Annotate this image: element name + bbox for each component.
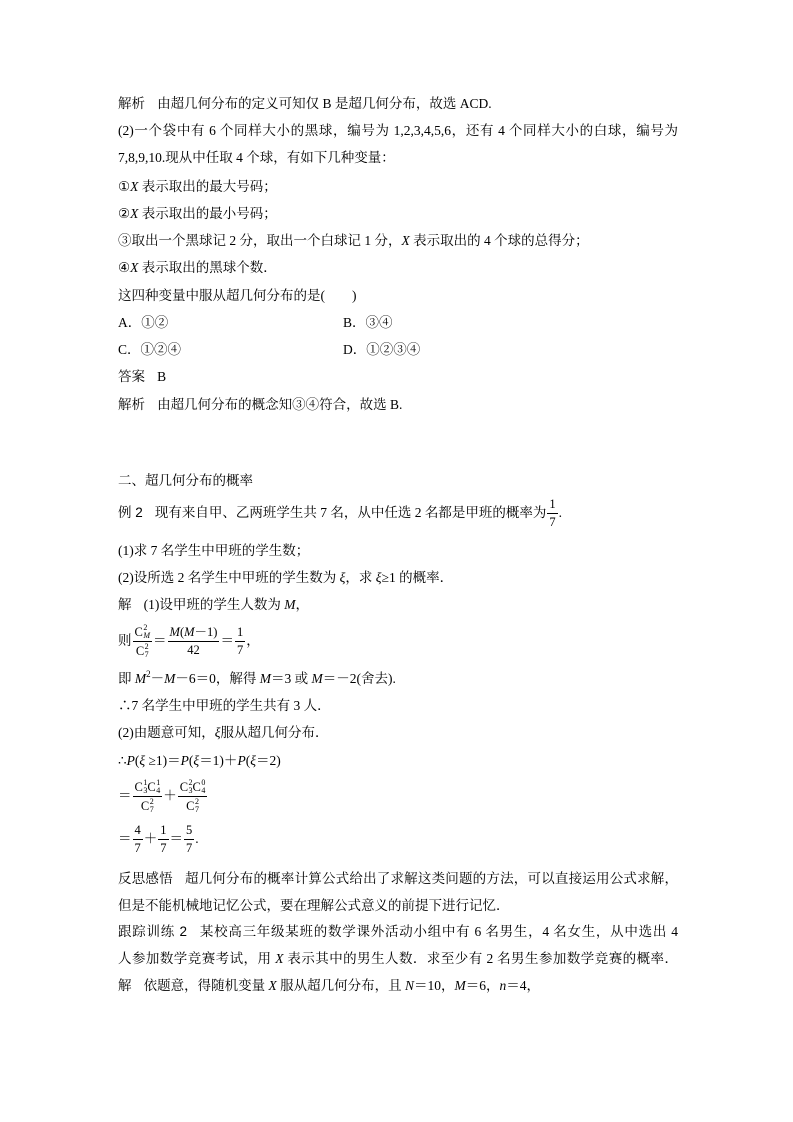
text-segment: ， bbox=[246, 633, 260, 648]
variable-xi: ξ bbox=[250, 753, 256, 768]
fraction-numerator: 1 bbox=[547, 497, 557, 514]
fraction-numerator: 5 bbox=[184, 823, 194, 840]
plus-sign: ＋ bbox=[143, 831, 158, 846]
question-prompt: 这四种变量中服从超几何分布的是( ) bbox=[118, 288, 357, 303]
variable-item-4 bbox=[118, 258, 678, 278]
combination-sub: M bbox=[143, 631, 151, 641]
text-segment: ( bbox=[179, 625, 185, 640]
combination-ratio-fraction bbox=[133, 624, 153, 659]
sentence-end: . bbox=[195, 831, 199, 846]
fraction-denominator: 7 bbox=[236, 643, 244, 658]
text-segment: ＝1)＋ bbox=[199, 753, 238, 768]
item-text: 表示取出的黑球个数． bbox=[138, 260, 277, 275]
text-segment: 服从超几何分布，且 bbox=[276, 978, 406, 993]
combination bbox=[141, 798, 154, 814]
options-row-1 bbox=[118, 313, 678, 333]
option-b bbox=[343, 313, 568, 333]
variable-m: M bbox=[259, 671, 271, 686]
text-segment: ≥1)＝ bbox=[145, 753, 181, 768]
text-segment: ＝3 或 bbox=[271, 671, 312, 686]
solution-step-1 bbox=[118, 595, 678, 615]
combination-indices bbox=[143, 624, 150, 640]
variable-item-3 bbox=[118, 231, 678, 251]
exponent: 2 bbox=[146, 669, 151, 679]
variable-p: P bbox=[237, 753, 246, 768]
text-segment: ( bbox=[134, 753, 140, 768]
combination-sup: 2 bbox=[149, 797, 154, 807]
reflection-text: 超几何分布的概率计算公式给出了求解这类问题的方法，可以直接运用公式求解， bbox=[184, 871, 679, 886]
question-stem-line-1: (2)一个袋中有 6 个同样大小的黑球，编号为 1,2,3,4,5,6，还有 4 个同样大小的白球，编号为 bbox=[118, 123, 678, 138]
combination-indices bbox=[150, 798, 154, 814]
fraction-denominator bbox=[139, 797, 156, 814]
reflection-line-2: 但是不能机械地记忆公式，要在理解公式意义的前提下进行记忆． bbox=[118, 898, 510, 913]
text-segment: ＝2) bbox=[255, 753, 281, 768]
text-segment: ＝10， bbox=[414, 978, 455, 993]
variable-xi: ξ bbox=[193, 753, 200, 768]
option-text: ①②③④ bbox=[366, 342, 421, 357]
variable-symbol: X bbox=[130, 179, 139, 194]
equals-sign: ＝ bbox=[169, 831, 183, 846]
fraction-denominator: 7 bbox=[160, 841, 167, 856]
example-text: 现有来自甲、乙两班学生共 7 名，从中任选 2 名都是甲班的概率为 bbox=[154, 505, 547, 520]
fraction-numerator: 4 bbox=[133, 823, 143, 840]
training-line-1 bbox=[118, 922, 678, 942]
solution-probability-sum bbox=[118, 751, 678, 771]
combination-symbol: C bbox=[186, 798, 195, 813]
fraction-denominator: 7 bbox=[134, 841, 141, 856]
text-segment: 服从超几何分布． bbox=[220, 725, 329, 740]
text-segment: ＝－2(舍去). bbox=[322, 671, 396, 686]
option-letter: D． bbox=[343, 342, 367, 357]
solution-step-2 bbox=[118, 723, 678, 743]
one-seventh-fraction bbox=[235, 625, 245, 658]
combination-sub: 7 bbox=[149, 805, 154, 815]
text-segment: (2)设所选 2 名学生中甲班的学生数为 bbox=[118, 570, 340, 585]
one-seventh-fraction bbox=[158, 823, 168, 856]
combination-sup: 0 bbox=[201, 778, 206, 788]
analysis-text: 由超几何分布的定义可知仅 B 是超几何分布，故选 ACD. bbox=[157, 96, 492, 111]
text-segment: (2)由题意可知， bbox=[118, 725, 215, 740]
section-heading: 二、超几何分布的概率 bbox=[118, 473, 253, 488]
fraction-numerator bbox=[178, 779, 208, 797]
option-letter: A． bbox=[118, 315, 142, 330]
five-sevenths-fraction bbox=[184, 823, 194, 856]
fraction-numerator: 1 bbox=[158, 823, 168, 840]
variable-symbol: X bbox=[130, 206, 139, 221]
text-segment: ＝6， bbox=[465, 978, 500, 993]
fraction-denominator bbox=[134, 642, 151, 659]
combination-sup: 2 bbox=[194, 797, 199, 807]
combination-sup: 2 bbox=[143, 623, 148, 633]
fraction-numerator bbox=[133, 779, 163, 797]
combination-symbol: C bbox=[135, 643, 145, 658]
solution-label: 解 bbox=[118, 597, 132, 612]
combination-symbol: C bbox=[147, 779, 156, 794]
text-segment: 人参加数学竞赛考试，用 bbox=[118, 951, 276, 966]
option-letter: C． bbox=[118, 342, 141, 357]
probability-fraction bbox=[547, 497, 557, 530]
variable-n-lower: n bbox=[499, 978, 507, 993]
fraction-numerator bbox=[168, 625, 220, 642]
solution-equation-1 bbox=[118, 624, 678, 658]
combination-fraction-1 bbox=[133, 779, 163, 814]
combination-symbol: C bbox=[140, 798, 150, 813]
variable-xi: ξ bbox=[339, 570, 346, 585]
item-text: 表示取出的最小号码； bbox=[138, 206, 277, 221]
variable-xi: ξ bbox=[375, 570, 382, 585]
example-part-2 bbox=[118, 568, 678, 588]
combination bbox=[193, 779, 206, 795]
example-2-stem bbox=[118, 496, 678, 530]
training-line-2 bbox=[118, 949, 678, 969]
variable-item-1 bbox=[118, 177, 678, 197]
text-segment: 则 bbox=[118, 633, 132, 648]
plus-sign: ＋ bbox=[163, 788, 177, 803]
four-sevenths-fraction bbox=[133, 823, 143, 856]
option-text: ①②④ bbox=[140, 342, 182, 357]
variable-xi: ξ bbox=[214, 725, 221, 740]
combination bbox=[186, 798, 199, 814]
combination-fraction-2 bbox=[178, 779, 208, 814]
sentence-end: . bbox=[558, 505, 563, 520]
variable-xi: ξ bbox=[139, 753, 146, 768]
text-segment: (1)设甲班的学生人数为 bbox=[143, 597, 285, 612]
item-prefix: ③取出一个黑球记 2 分，取出一个白球记 1 分， bbox=[118, 233, 402, 248]
options-row-2 bbox=[118, 340, 678, 360]
text-segment: ， bbox=[295, 597, 310, 612]
combination-sub: 3 bbox=[188, 786, 193, 796]
combination-indices bbox=[156, 779, 160, 795]
option-d bbox=[343, 340, 568, 360]
analysis-label: 解析 bbox=[118, 397, 145, 412]
option-text: ③④ bbox=[365, 315, 393, 330]
fraction-denominator: 7 bbox=[549, 515, 556, 530]
solution-combination-sum bbox=[118, 779, 678, 813]
variable-m: M bbox=[134, 671, 147, 686]
training-text: 某校高三年级某班的数学课外活动小组中有 6 名男生，4 名女生，从中选出 4 bbox=[199, 924, 679, 939]
previous-analysis bbox=[118, 94, 678, 114]
text-segment: 表示其中的男生人数．求至少有 2 名男生参加数学竞赛的概率． bbox=[283, 951, 679, 966]
combination-symbol: C bbox=[179, 779, 189, 794]
solution-step-quadratic bbox=[118, 669, 678, 689]
variable-m: M bbox=[311, 671, 323, 686]
combination-sup: 1 bbox=[156, 778, 161, 788]
combination bbox=[180, 779, 193, 795]
combination bbox=[136, 643, 149, 659]
variable-p: P bbox=[180, 753, 189, 768]
reflection-line-1 bbox=[118, 869, 678, 889]
fraction-numerator bbox=[133, 624, 153, 642]
variable-p: P bbox=[126, 753, 135, 768]
variable-m: M bbox=[164, 671, 176, 686]
text-segment: ≥1 的概率． bbox=[381, 570, 454, 585]
variable-m: M bbox=[454, 978, 466, 993]
equals-sign: ＝ bbox=[118, 831, 132, 846]
question-stem-line-2: 7,8,9,10.现从中任取 4 个球，有如下几种变量： bbox=[118, 150, 395, 165]
item-text: 表示取出的最大号码； bbox=[138, 179, 277, 194]
fraction-denominator: 7 bbox=[186, 841, 193, 856]
fraction-denominator bbox=[184, 797, 201, 814]
solution-step-conclusion-1: ∴7 名学生中甲班的学生共有 3 人． bbox=[118, 698, 331, 713]
option-c bbox=[118, 340, 343, 360]
equals-sign: ＝ bbox=[153, 633, 167, 648]
combination-symbol: C bbox=[134, 624, 143, 639]
text-segment: ，求 bbox=[345, 570, 376, 585]
combination-sub: 3 bbox=[143, 786, 148, 796]
equals-sign: ＝ bbox=[118, 788, 132, 803]
text-segment: 即 bbox=[118, 671, 135, 686]
combination bbox=[147, 779, 160, 795]
example-part-1: (1)求 7 名学生中甲班的学生数； bbox=[118, 543, 310, 558]
text-segment: ∴ bbox=[118, 753, 127, 768]
combination-indices bbox=[201, 779, 205, 795]
combination-sub: 7 bbox=[144, 650, 149, 660]
answer-line bbox=[118, 367, 678, 387]
equals-sign: ＝ bbox=[220, 633, 234, 648]
analysis-label: 解析 bbox=[118, 96, 145, 111]
combination-sub: 4 bbox=[156, 786, 161, 796]
option-a bbox=[118, 313, 343, 333]
variable-symbol: X bbox=[401, 233, 410, 248]
text-segment: ＝4， bbox=[506, 978, 541, 993]
variable-m: M bbox=[169, 625, 180, 640]
variable-symbol: X bbox=[130, 260, 139, 275]
variable-m: M bbox=[184, 625, 195, 640]
combination-indices bbox=[195, 798, 199, 814]
variable-m: M bbox=[284, 597, 296, 612]
text-segment: ( bbox=[188, 753, 194, 768]
algebraic-fraction bbox=[168, 625, 220, 658]
fraction-numerator: 1 bbox=[235, 625, 245, 642]
variable-item-2 bbox=[118, 204, 678, 224]
solution-final-result bbox=[118, 822, 678, 856]
option-letter: B． bbox=[343, 315, 366, 330]
combination-symbol: C bbox=[134, 779, 143, 794]
text-segment: － bbox=[150, 671, 165, 686]
combination-sup: 2 bbox=[144, 642, 149, 652]
training-label: 跟踪训练 2 bbox=[118, 924, 187, 939]
fraction-denominator: 42 bbox=[187, 643, 200, 658]
variable-x: X bbox=[268, 978, 277, 993]
reflection-label: 反思感悟 bbox=[118, 871, 173, 886]
analysis-text: 由超几何分布的概念知③④符合，故选 B. bbox=[157, 397, 403, 412]
item-prefix: ② bbox=[118, 206, 131, 221]
answer-value: B bbox=[157, 369, 167, 384]
item-prefix: ④ bbox=[118, 260, 131, 275]
text-segment: ( bbox=[245, 753, 251, 768]
text-segment: 依题意，得随机变量 bbox=[143, 978, 269, 993]
variable-x: X bbox=[275, 951, 284, 966]
combination bbox=[135, 779, 148, 795]
analysis-line bbox=[118, 395, 678, 415]
training-solution bbox=[118, 976, 678, 996]
combination-sub: 4 bbox=[201, 786, 206, 796]
item-text: 表示取出的 4 个球的总得分； bbox=[409, 233, 589, 248]
solution-label: 解 bbox=[118, 978, 132, 993]
combination bbox=[135, 624, 151, 640]
example-label: 例 2 bbox=[118, 505, 143, 520]
option-text: ①② bbox=[141, 315, 169, 330]
text-segment: －1) bbox=[194, 625, 218, 640]
combination-symbol: C bbox=[192, 779, 201, 794]
combination-sub: 7 bbox=[194, 805, 199, 815]
variable-n-upper: N bbox=[405, 978, 415, 993]
item-prefix: ① bbox=[118, 179, 131, 194]
combination-sup: 1 bbox=[143, 778, 148, 788]
answer-label: 答案 bbox=[118, 369, 145, 384]
combination-indices bbox=[145, 643, 149, 659]
text-segment: －6＝0，解得 bbox=[175, 671, 260, 686]
combination-sup: 2 bbox=[188, 778, 193, 788]
